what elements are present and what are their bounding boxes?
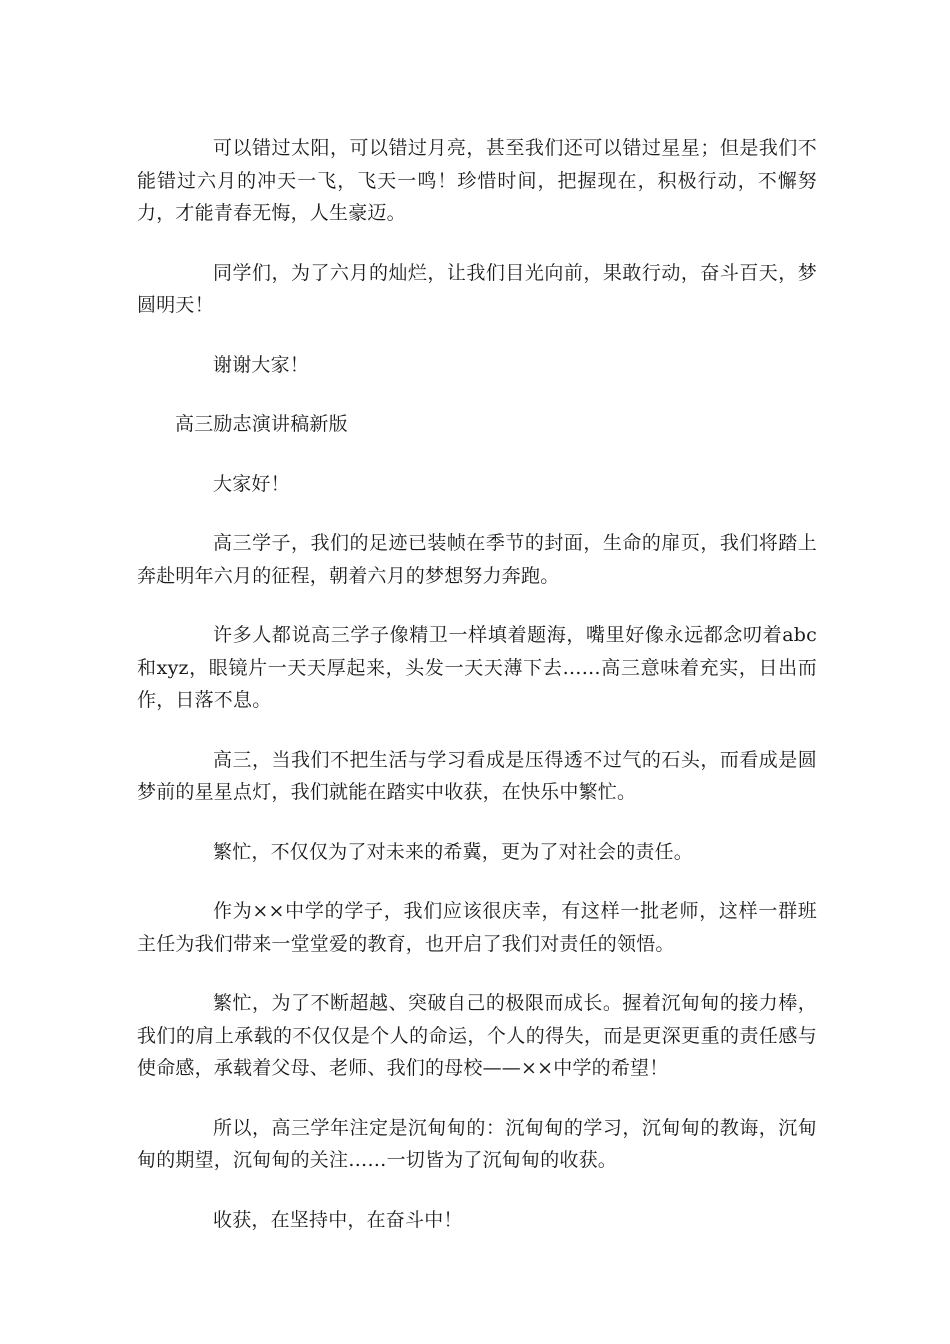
- paragraph: 繁忙，为了不断超越、突破自己的极限而成长。握着沉甸甸的接力棒，我们的肩上承载的不仅仅是个人的命运，个人的得失，而是更深更重的责任感与使命感，承载着父母、老师、我们的母校——××中学的希望！: [137, 992, 817, 1079]
- paragraph: 所以，高三学年注定是沉甸甸的：沉甸甸的学习，沉甸甸的教诲，沉甸甸的期望，沉甸甸的关注……一切皆为了沉甸甸的收获。: [137, 1116, 817, 1171]
- paragraph: 作为××中学的学子，我们应该很庆幸，有这样一批老师，这样一群班主任为我们带来一堂堂爱的教育，也开启了我们对责任的领悟。: [137, 900, 817, 955]
- paragraph: 许多人都说高三学子像精卫一样填着题海，嘴里好像永远都念叨着abc和xyz，眼镜片一天天厚起来，头发一天天薄下去……高三意味着充实，日出而作，日落不息。: [137, 624, 817, 711]
- paragraph: 同学们，为了六月的灿烂，让我们目光向前，果敢行动，奋斗百天，梦圆明天！: [137, 261, 817, 316]
- section-heading: 高三励志演讲稿新版: [175, 413, 348, 435]
- paragraph: 高三，当我们不把生活与学习看成是压得透不过气的石头，而看成是圆梦前的星星点灯，我们就能在踏实中收获，在快乐中繁忙。: [137, 748, 817, 803]
- paragraph: 高三学子，我们的足迹已装帧在季节的封面，生命的扉页，我们将踏上奔赴明年六月的征程，朝着六月的梦想努力奔跑。: [137, 532, 817, 587]
- document-body: [137, 132, 817, 1263]
- paragraph: 谢谢大家！: [213, 353, 310, 376]
- paragraph: 收获，在坚持中，在奋斗中！: [213, 1208, 463, 1231]
- paragraph: 可以错过太阳，可以错过月亮，甚至我们还可以错过星星；但是我们不能错过六月的冲天一飞，飞天一鸣！珍惜时间，把握现在，积极行动，不懈努力，才能青春无悔，人生豪迈。: [137, 137, 817, 224]
- paragraph: 繁忙，不仅仅为了对未来的希冀，更为了对社会的责任。: [213, 840, 694, 863]
- paragraph: 大家好！: [213, 472, 290, 495]
